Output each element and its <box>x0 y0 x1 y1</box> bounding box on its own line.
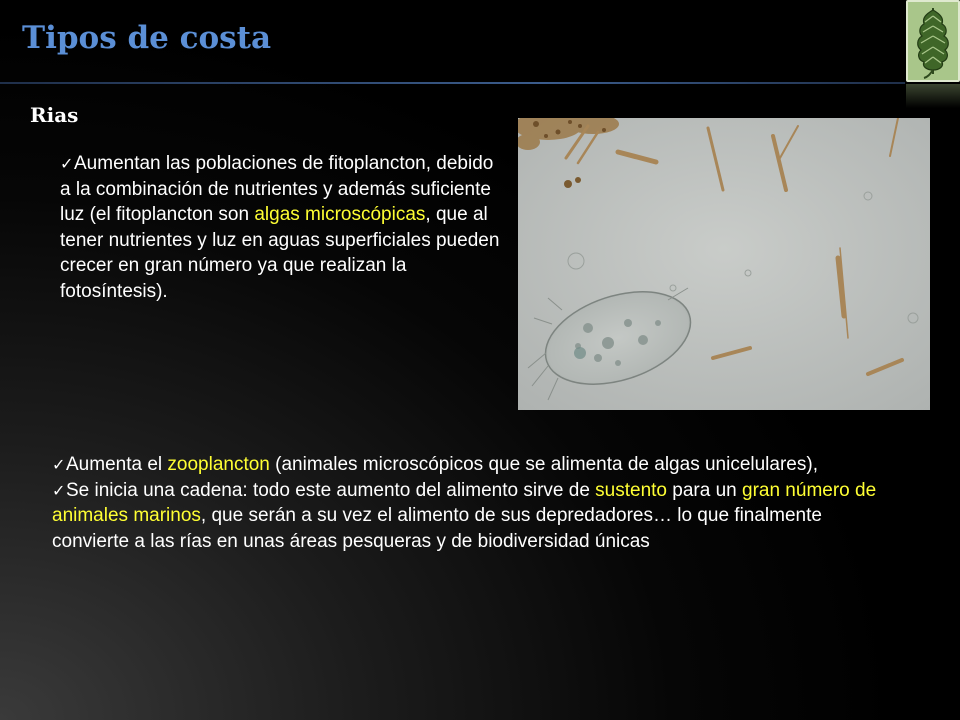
paragraph-fitoplancton <box>60 151 500 304</box>
paragraph-zooplancton <box>52 452 882 554</box>
text-fitoplancton-2: , que al tener nutrientes y luz en aguas superficiales pueden crecer en gran número ya que realizan la fotosíntesis). <box>60 204 500 302</box>
fern-frond-icon <box>906 0 960 82</box>
text-zoo-2: (animales microscópicos que se alimenta de algas unicelulares), <box>269 454 818 475</box>
highlight-zooplancton: zooplancton <box>167 454 270 475</box>
microscope-plankton-image <box>518 118 930 410</box>
text-fitoplancton-1: Aumentan las poblaciones de fitoplancton, debido a la combinación de nutrientes y además suficiente luz (el fitoplancton son <box>60 153 494 225</box>
checkmark-bullet-icon: ✓ <box>60 154 74 173</box>
section-subtitle: Rias <box>30 103 79 127</box>
text-cadena-2: para un <box>667 479 742 501</box>
highlight-animales-marinos: gran número de animales marinos <box>52 479 877 526</box>
list-item-cadena <box>52 478 882 555</box>
title-divider <box>0 82 905 84</box>
checkmark-bullet-icon: ✓ <box>52 455 66 474</box>
slide-title: Tipos de costa <box>22 20 272 56</box>
list-item-zooplancton <box>52 452 882 478</box>
text-zoo-1: Aumenta el <box>66 454 168 475</box>
text-cadena-3: , que serán a su vez el alimento de sus depredadores… lo que finalmente convierte a las rías en unas áreas pesqueras y de biodiversidad únicas <box>52 505 822 552</box>
highlight-algas: algas microscópicas <box>254 204 426 225</box>
text-cadena-1: Se inicia una cadena: todo este aumento del alimento sirve de <box>66 479 596 501</box>
checkmark-bullet-icon: ✓ <box>52 480 66 500</box>
highlight-sustento: sustento <box>595 479 667 501</box>
logo-reflection <box>906 84 960 108</box>
